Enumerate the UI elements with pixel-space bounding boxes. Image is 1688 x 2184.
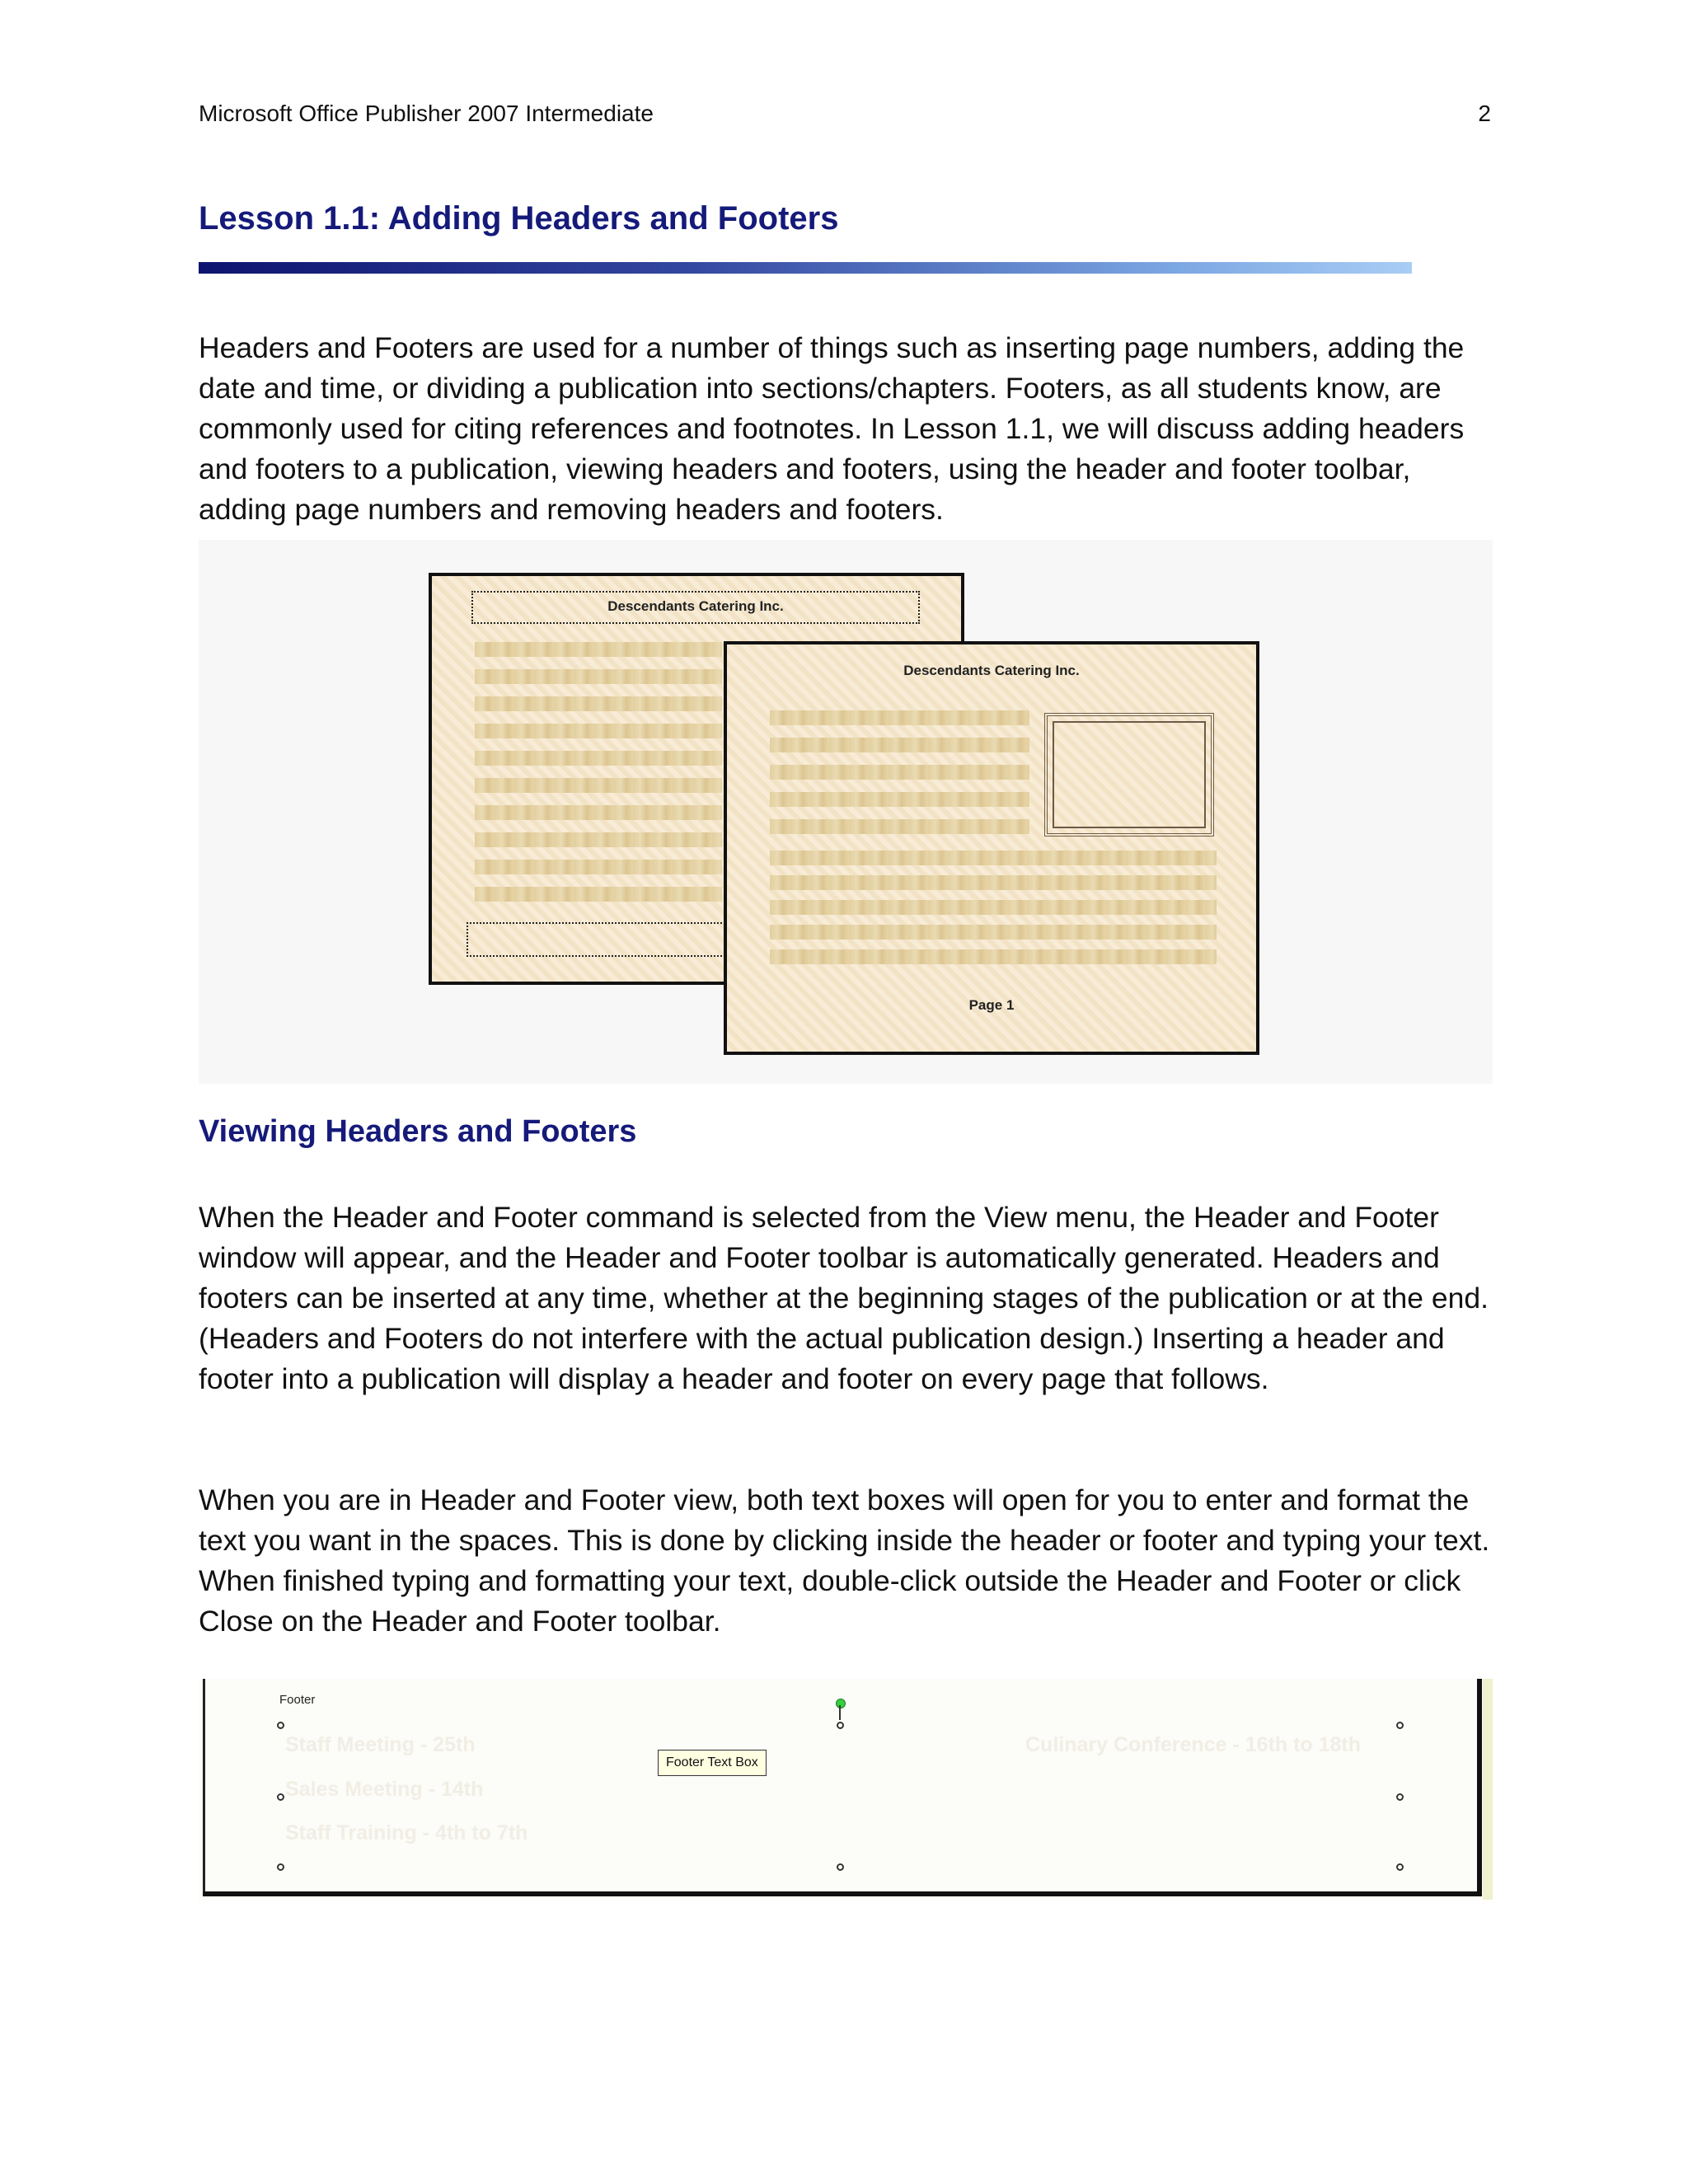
text-stripe [770, 949, 1217, 964]
header-footer-view-paragraph: When you are in Header and Footer view, both text boxes will open for you to enter and format the text you want in the spaces. This is done by clicking inside the header or footer and typing your text. When finished typing and formatting your text, double-click outside the Header and Footer or click Close on the Header and Footer toolbar. [199, 1483, 1490, 1638]
text-stripe [475, 696, 722, 711]
page-border-left [203, 1679, 205, 1893]
ghost-text-culinary-conference: Culinary Conference - 16th to 18th [1025, 1733, 1362, 1756]
resize-handle-bottom-left[interactable] [277, 1863, 284, 1871]
ghost-text-staff-training: Staff Training - 4th to 7th [285, 1821, 528, 1844]
text-stripe [475, 860, 722, 874]
text-stripe [475, 642, 722, 657]
footer-label: Footer [279, 1693, 316, 1707]
text-stripe [770, 875, 1217, 890]
text-stripe [770, 900, 1217, 915]
lesson-title: Lesson 1.1: Adding Headers and Footers [199, 200, 839, 237]
resize-handle-top-center[interactable] [837, 1722, 844, 1729]
rotation-handle-stem [839, 1705, 841, 1720]
ghost-text-sales-meeting: Sales Meeting - 14th [285, 1778, 484, 1801]
page-border-bottom [203, 1891, 1480, 1896]
ghost-text-staff-meeting: Staff Meeting - 25th [285, 1733, 476, 1756]
resize-handle-middle-left[interactable] [277, 1793, 284, 1801]
text-stripe [475, 778, 722, 793]
resize-handle-top-right[interactable] [1396, 1722, 1404, 1729]
text-stripe [475, 832, 722, 847]
resize-handle-middle-right[interactable] [1396, 1793, 1404, 1801]
front-page-preview [724, 641, 1259, 1055]
page-number: 2 [1478, 101, 1491, 126]
footer-text-box-tooltip: Footer Text Box [658, 1750, 767, 1776]
figure-footer-text-box [199, 1679, 1493, 1900]
text-stripe [770, 710, 1029, 725]
text-stripe [475, 805, 722, 820]
text-stripe [475, 751, 722, 766]
title-underline-bar [199, 262, 1412, 274]
page-border-right [1477, 1679, 1482, 1896]
section-heading: Viewing Headers and Footers [199, 1114, 637, 1149]
running-header [199, 101, 1491, 127]
rotation-handle[interactable] [836, 1699, 846, 1708]
front-page-footer-text: Page 1 [968, 997, 1015, 1013]
text-stripe [770, 738, 1029, 752]
running-header-title: Microsoft Office Publisher 2007 Intermediate [199, 101, 654, 126]
resize-handle-bottom-center[interactable] [837, 1863, 844, 1871]
text-stripe [770, 851, 1217, 865]
figure-header-footer-pages [199, 540, 1493, 1084]
back-page-header-box: Descendants Catering Inc. [471, 591, 920, 624]
text-stripe [770, 792, 1029, 807]
text-stripe [475, 887, 722, 902]
text-stripe [770, 925, 1217, 940]
page-edge-strip [1483, 1679, 1493, 1900]
picture-frame-placeholder [1044, 713, 1214, 837]
text-stripe [770, 765, 1029, 780]
text-stripe [475, 669, 722, 684]
resize-handle-bottom-right[interactable] [1396, 1863, 1404, 1871]
intro-paragraph: Headers and Footers are used for a number of things such as inserting page numbers, adding the date and time, or dividing a publication into sections/chapters. Footers, as all students know, are commonly used for citing references and footnotes. In Lesson 1.1, we will discuss adding headers and footers to a publication, viewing headers and footers, using the header and footer toolbar, adding page numbers and removing headers and footers. [199, 331, 1465, 526]
front-page-header-text: Descendants Catering Inc. [903, 663, 1080, 678]
text-stripe [475, 724, 722, 738]
text-stripe [770, 819, 1029, 834]
resize-handle-top-left[interactable] [277, 1722, 284, 1729]
viewing-paragraph: When the Header and Footer command is selected from the View menu, the Header and Footer window will appear, and the Header and Footer toolbar is automatically generated. Headers and footers can be inserted at any time, whether at the beginning stages of the publication or at the end. (Headers and Footers do not interfere with the actual publication design.) Inserting a header and footer into a publication will display a header and footer on every page that follows. [199, 1201, 1489, 1395]
